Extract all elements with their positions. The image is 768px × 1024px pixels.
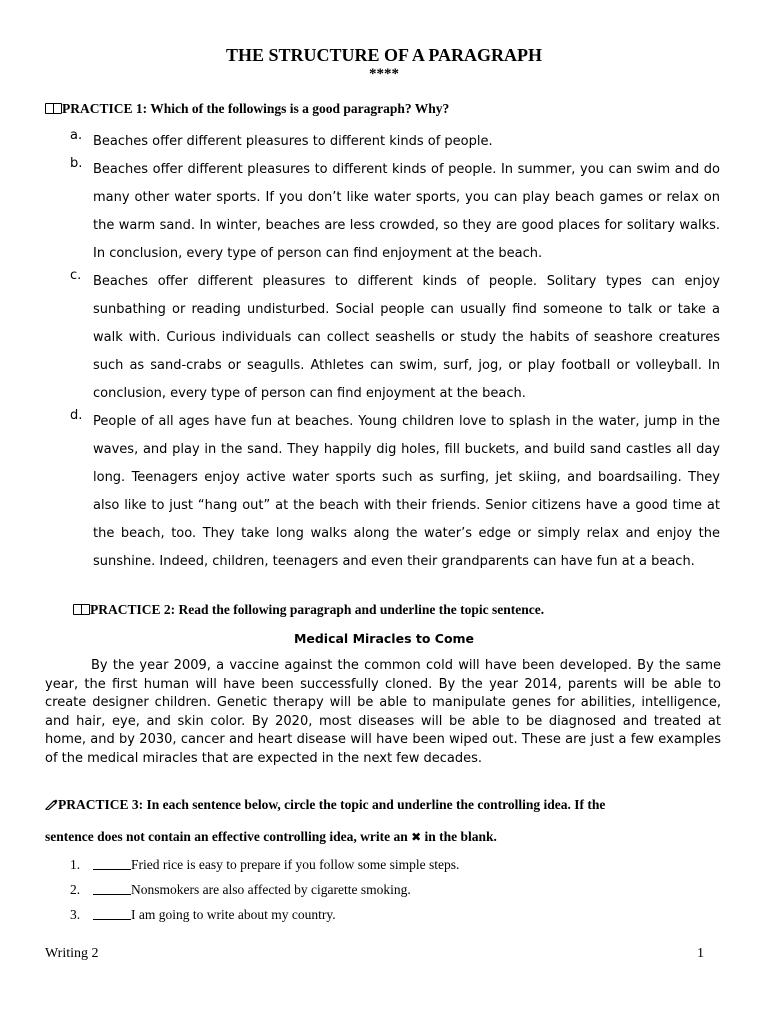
item-label: c. (70, 268, 82, 283)
practice3-heading-text: PRACTICE 3: In each sentence below, circle the topic and underline the controlling idea. If the (58, 797, 606, 812)
page-title: THE STRUCTURE OF A PARAGRAPH (225, 45, 543, 65)
item-text: Beaches offer different pleasures to different kinds of people. In summer, you can swim and do many other water sports. If you don’t like water sports, you can play beach games or relax on the warm sand. In winter, beaches are less crowded, so they are good places for solitary walks. In conclusion, every type of person can find enjoyment at the beach. (93, 162, 720, 261)
answer-blank[interactable] (93, 882, 131, 895)
page-number: 1 (697, 946, 704, 961)
answer-blank[interactable] (93, 907, 131, 920)
list-item-number: 3. (70, 907, 81, 922)
list-item-text: Fried rice is easy to prepare if you follow some simple steps. (131, 857, 460, 872)
practice3-heading-text-3: in the blank. (424, 829, 497, 844)
practice3-heading-text-2: sentence does not contain an effective controlling idea, write an (45, 829, 408, 844)
item-label: b. (70, 156, 83, 171)
list-item-number: 2. (70, 882, 81, 897)
list-item-number: 1. (70, 857, 81, 872)
item-label: a. (70, 128, 83, 143)
item-text: Beaches offer different pleasures to different kinds of people. Solitary types can enjoy sunbathing or reading undisturbed. Social people can usually find someone to talk or take a walk with. Curious individuals can collect seashells or study the habits of seashore creatures such as sand-crabs or seagulls. Athletes can swim, surf, jog, or play football or volleyball. In conclusion, every type of person can find enjoyment at the beach. (93, 274, 720, 401)
list-item (93, 907, 336, 923)
list-item (93, 857, 459, 873)
list-item-text: I am going to write about my country. (131, 907, 336, 922)
practice3-heading-line1 (45, 797, 721, 813)
book-icon (73, 604, 89, 615)
x-mark-icon: ✖ (411, 830, 422, 844)
answer-blank[interactable] (93, 857, 131, 870)
practice2-heading-text: PRACTICE 2: Read the following paragraph and underline the topic sentence. (90, 602, 545, 617)
item-label: d. (70, 408, 83, 423)
practice1-heading (45, 101, 449, 117)
list-item (93, 882, 411, 898)
title-stars: **** (369, 66, 399, 82)
item-text: Beaches offer different pleasures to different kinds of people. (93, 134, 493, 149)
practice1-heading-text: PRACTICE 1: Which of the followings is a good paragraph? Why? (62, 101, 450, 116)
list-item-text: Nonsmokers are also affected by cigarette smoking. (131, 882, 411, 897)
practice2-paragraph: By the year 2009, a vaccine against the common cold will have been developed. By the same year, the first human will have been successfully cloned. By the year 2014, parents will be able to create designer children. Genetic therapy will be able to manipulate genes for abilities, intelligence, and hair, eye, and skin color. By 2020, most diseases will be able to be diagnosed and treated at home, and by 2030, cancer and heart disease will have been wiped out. These are just a few examples of the medical miracles that are expected in the next few decades. (45, 658, 721, 766)
item-text: People of all ages have fun at beaches. Young children love to splash in the water, jump in the waves, and play in the sand. They happily dig holes, fill buckets, and build sand castles all day long. Teenagers enjoy active water sports such as surfing, jet skiing, and boardsailing. They also like to just “hang out” at the beach with their friends. Senior citizens have a good time at the beach, too. They take long walks along the water’s edge or simply relax and enjoy the sunshine. Indeed, children, teenagers and even their grandparents can have fun at a beach. (93, 414, 720, 569)
footer-course: Writing 2 (45, 946, 99, 961)
book-icon (45, 103, 61, 114)
practice2-heading (73, 602, 544, 618)
practice3-heading-line2 (45, 829, 721, 845)
practice2-subtitle: Medical Miracles to Come (293, 631, 475, 646)
writing-hand-icon (45, 799, 58, 810)
